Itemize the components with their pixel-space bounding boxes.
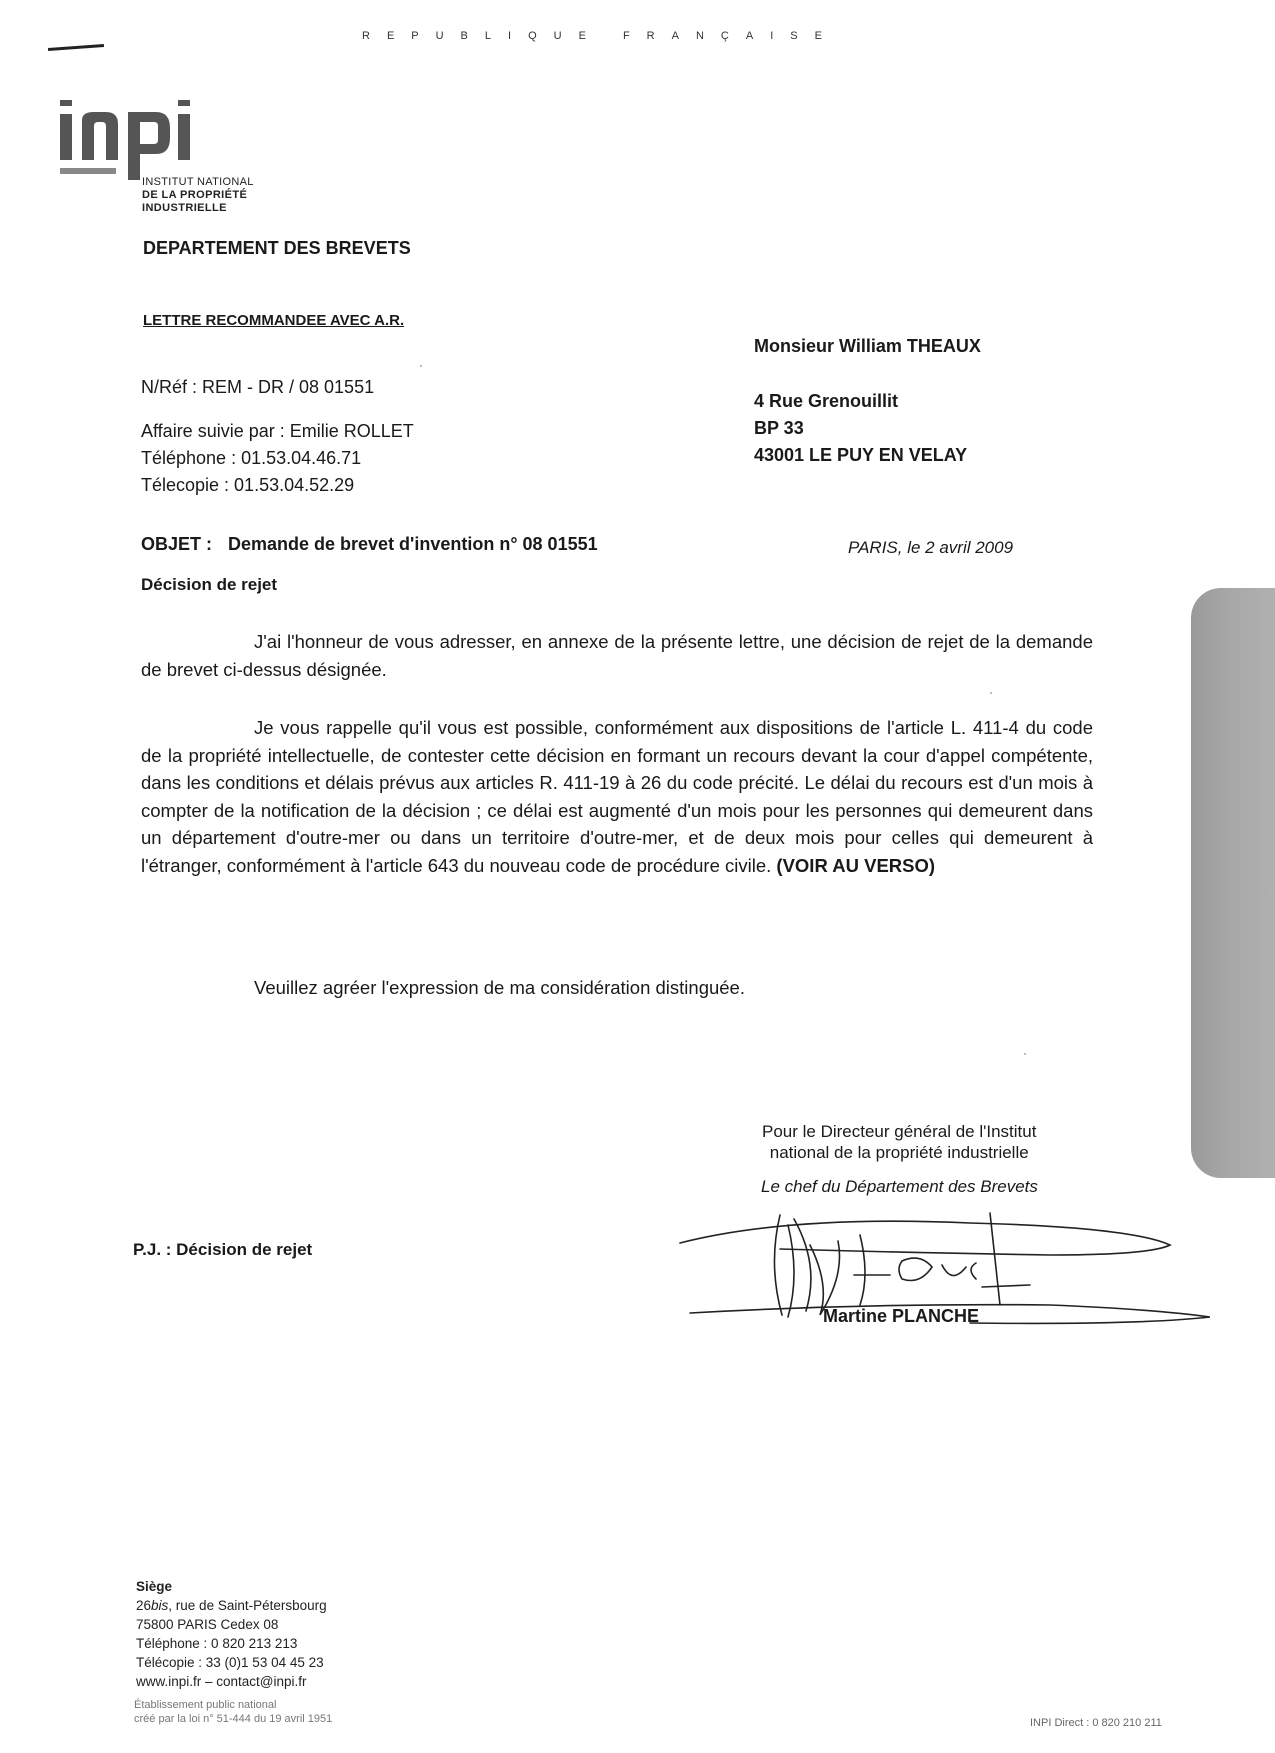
institute-name	[142, 176, 254, 215]
telephone-line: Téléphone : 01.53.04.46.71	[141, 448, 362, 468]
reference: N/Réf : REM - DR / 08 01551	[141, 377, 375, 397]
signer-name: Martine PLANCHE	[823, 1306, 980, 1326]
institute-line1: INSTITUT NATIONAL	[142, 176, 254, 188]
institute-line2: DE LA PROPRIÉTÉ	[142, 189, 248, 201]
authority-line1: Pour le Directeur général de l'Institut	[762, 1122, 1037, 1141]
scan-speck	[1024, 1053, 1026, 1055]
address-line3: 43001 LE PUY EN VELAY	[754, 445, 968, 465]
footer-legal	[134, 1698, 332, 1726]
contact-block	[141, 418, 414, 499]
signer-title: Le chef du Département des Brevets	[761, 1177, 1038, 1196]
paragraph1-text: J'ai l'honneur de vous adresser, en annexe de la présente lettre, une décision de rejet de la demande de brevet ci-dessus désignée.	[141, 631, 1093, 680]
affaire-line: Affaire suivie par : Emilie ROLLET	[141, 421, 414, 441]
closing-line: Veuillez agréer l'expression de ma considération distinguée.	[254, 977, 745, 998]
body-paragraph-1	[141, 628, 1093, 683]
voir-au-verso: (VOIR AU VERSO)	[776, 854, 936, 876]
scanner-edge-shadow	[1191, 588, 1275, 1178]
address-line1: 4 Rue Grenouillit	[754, 391, 899, 411]
objet-text: Demande de brevet d'invention n° 08 01551	[228, 534, 598, 554]
footer-web: www.inpi.fr – contact@inpi.fr	[136, 1674, 307, 1689]
scan-speck	[420, 365, 422, 367]
objet-label: OBJET :	[141, 534, 213, 554]
footer-address2: 75800 PARIS Cedex 08	[136, 1617, 279, 1632]
institute-line3: INDUSTRIELLE	[142, 202, 227, 214]
signature-authority	[762, 1121, 1036, 1163]
decision-heading: Décision de rejet	[141, 575, 278, 594]
attachment-note: P.J. : Décision de rejet	[133, 1240, 313, 1259]
pen-mark	[48, 44, 104, 51]
footer-telephone: Téléphone : 0 820 213 213	[136, 1636, 298, 1651]
letter-date: PARIS, le 2 avril 2009	[848, 538, 1014, 557]
address-line2: BP 33	[754, 418, 804, 438]
inpi-direct: INPI Direct : 0 820 210 211	[1030, 1717, 1162, 1729]
recipient-name: Monsieur William THEAUX	[754, 336, 981, 356]
republique-francaise-header: REPUBLIQUE FRANÇAISE	[362, 30, 839, 42]
scan-speck	[990, 692, 992, 694]
recipient-address	[754, 388, 967, 469]
paragraph2-text: Je vous rappelle qu'il vous est possible, conformément aux dispositions de l'article L. 411-4 du code de la propriété intellectuelle, de contester cette décision en formant un recours devant la cour d'appel compétente, dans les conditions et délais prévus aux articles R. 411-19 à 26 du code précité. Le délai du recours est d'un mois à compter de la notification de la décision ; ce délai est augmenté d'un mois pour les personnes qui demeurent dans un département d'outre-mer ou dans un territoire d'outre-mer, et de deux mois pour celles qui demeurent à l'étranger, conformément à l'article 643 du nouveau code de procédure civile.	[141, 717, 1093, 876]
objet-line	[141, 534, 598, 555]
legal-line1: Établissement public national	[134, 1699, 277, 1711]
letter-type: LETTRE RECOMMANDEE AVEC A.R.	[143, 312, 405, 329]
authority-line2: national de la propriété industrielle	[769, 1143, 1029, 1162]
legal-line2: créé par la loi n° 51-444 du 19 avril 1951	[134, 1713, 333, 1725]
body-paragraph-2	[141, 714, 1093, 879]
footer-address	[136, 1577, 327, 1691]
footer-address1: 26bis, rue de Saint-Pétersbourg	[136, 1598, 327, 1613]
siege-label: Siège	[136, 1579, 173, 1594]
footer-telecopie: Télécopie : 33 (0)1 53 04 45 23	[136, 1655, 324, 1670]
telecopie-line: Télecopie : 01.53.04.52.29	[141, 475, 355, 495]
department-title: DEPARTEMENT DES BREVETS	[143, 238, 411, 258]
